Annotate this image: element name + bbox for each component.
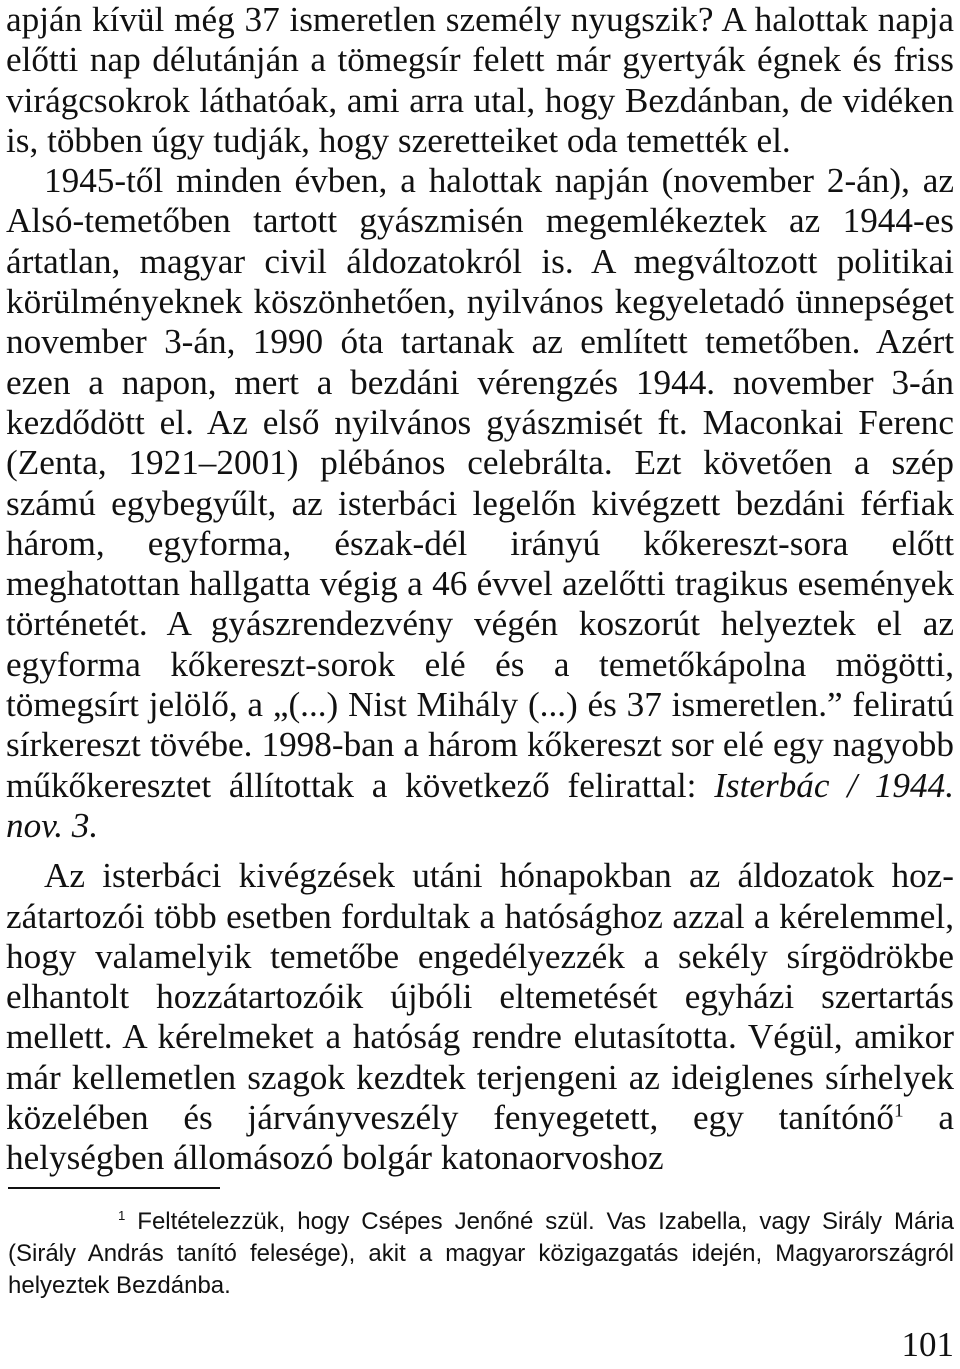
paragraph-memorial [6, 161, 954, 846]
paragraph-continued: apján kívül még 37 ismeretlen személy nyugszik? A halottak napja előtti nap délutánján a tömegsír felett már gyertyák égnek és friss virágcsokrok láthatóak, ami arra utal, hogy Bezdánban, de vidéken is, többen úgy tudják, hogy szeretteiket oda temették el. [6, 0, 954, 160]
paragraph-reburial [6, 856, 954, 1178]
inscription-text: Isterbác / 1944. nov. 3. [6, 765, 954, 845]
paragraph-reburial-text-end: a helységben állomásozó bolgár katonaorvoshoz [6, 1098, 954, 1178]
page-number: 101 [901, 1325, 954, 1364]
paragraph-reburial-text: Az isterbáci kivégzések utáni hónapokban az áldozatok hozzátartozói több esetben fordultak a hatósághoz azzal a kérelemmel, hogy valamelyik temetőbe engedélyezzék a sekély sírgödrökbe elhantolt hozzátartozóik újbóli eltemetését egyházi szertartás mellett. A kérelmeket a hatóság rendre elutasította. Végül, amikor már kellemetlen szagok kezdtek terjengeni az ideiglenes sírhelyek közelében és járványveszély fenyegetett, egy tanítónő [6, 856, 954, 1138]
footnote [8, 1206, 954, 1302]
footnote-marker: 1 [118, 1208, 126, 1223]
footnote-text: Feltételezzük, hogy Csépes Jenőné szül. Vas Izabella, vagy Sirály Mária (Sirály András tanító felesége), akit a magyar közigazgatás idején, Magyarországról helyeztek Bezdánba. [8, 1208, 954, 1299]
paragraph-memorial-text: 1945-től minden évben, a halottak napján (november 2-án), az Alsó-temetőben tartott gyászmisén megemlékeztek az 1944-es ártatlan, magyar civil áldozatokról is. A megváltozott politikai körülményeknek köszönhetően, nyilvános kegyeletadó ünnepséget november 3-án, 1990 óta tartanak az említett temetőben. Azért ezen a napon, mert a bezdáni vérengzés 1944. november 3-án kezdődött el. Az első nyilvános gyászmisét ft. Maconkai Ferenc (Zenta, 1921–2001) plébános celebrálta. Ezt követően a szép számú egybegyűlt, az isterbáci legelőn kivégzett bezdáni férfiak három, egyforma, észak-dél irányú kőkereszt-sora előtt meghatottan hallgatta végig a 46 évvel azelőtti tragikus események történetét. A gyászrendezvény végén koszorút helyeztek el az egyforma kőkereszt-sorok elé és a temetőkápolna mögötti, tömegsírt jelölő, a „(...) Nist Mihály (...) és 37 ismeretlen.” feliratú sírkereszt tövébe. 1998-ban a három kőkereszt sor elé egy nagyobb műkőkeresztet állítottak a következő felirattal: [6, 161, 954, 805]
footnote-divider [8, 1187, 220, 1189]
footnote-reference: 1 [893, 1100, 904, 1122]
body-text [6, 0, 954, 1179]
